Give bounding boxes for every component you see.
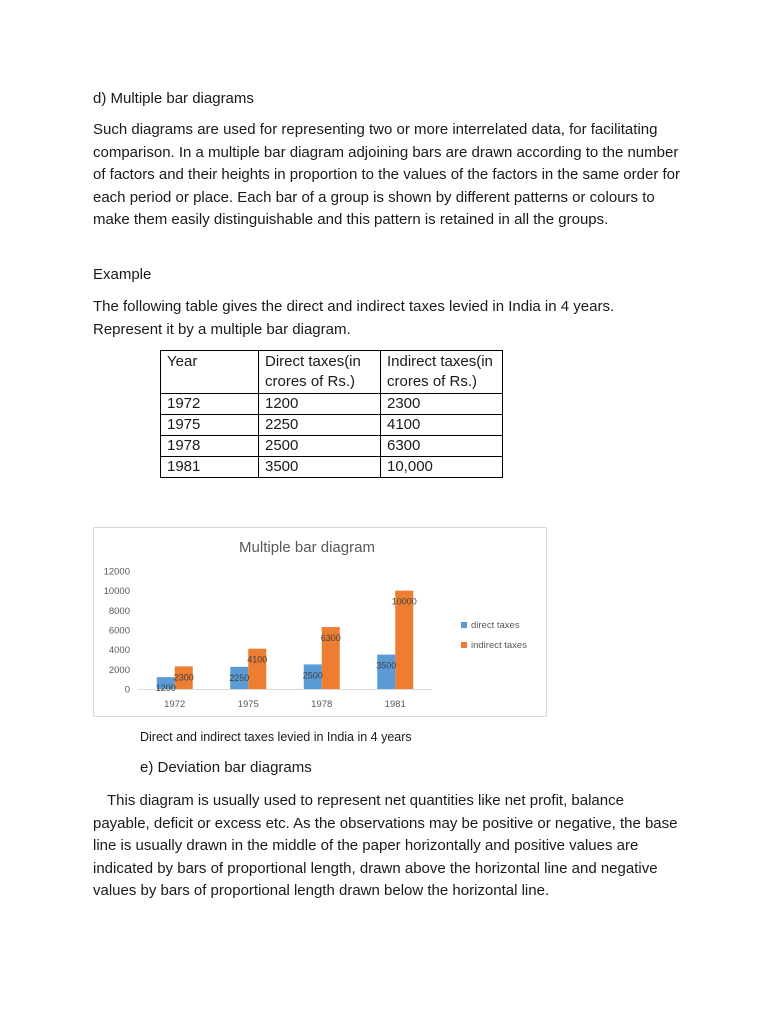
data-label: 2500 — [302, 670, 323, 681]
legend-label: indirect taxes — [471, 640, 527, 651]
table-header-row — [161, 351, 503, 394]
x-tick-label: 1972 — [164, 699, 186, 710]
bar-chart — [94, 528, 546, 716]
table-cell: 1978 — [161, 436, 259, 457]
y-tick-label: 10000 — [103, 586, 130, 598]
table-cell: 10,000 — [381, 457, 503, 478]
table-cell: 2300 — [381, 394, 503, 415]
tax-table — [160, 350, 503, 478]
section-heading-multiple-bar: d) Multiple bar diagrams — [93, 90, 254, 107]
table-header-year: Year — [161, 351, 259, 394]
table-row — [161, 415, 503, 436]
table-cell: 1200 — [259, 394, 381, 415]
data-label: 6300 — [320, 633, 341, 644]
paragraph-example-description: The following table gives the direct and indirect taxes levied in India in 4 years. Represent it by a multiple bar diagram. — [93, 298, 615, 338]
example-label: Example — [93, 266, 152, 283]
x-tick-label: 1975 — [237, 699, 259, 710]
table-header-direct: Direct taxes(in crores of Rs.) — [259, 351, 381, 394]
y-tick-label: 8000 — [108, 605, 130, 617]
table-cell: 1972 — [161, 394, 259, 415]
paragraph-multiple-bar-description: Such diagrams are used for representing two or more interrelated data, for facilitating comparison. In a multiple bar diagram adjoining bars are drawn according to the number of factors and their heights in proportion to the values of the factors in the same order for each period or place. Each bar of a group is shown by different patterns or colours to make them easily distinguishable and this pattern is retained in all the groups. — [93, 121, 680, 228]
table-cell: 2500 — [259, 436, 381, 457]
section-heading-deviation-bar: e) Deviation bar diagrams — [140, 759, 312, 776]
data-label: 2300 — [173, 672, 194, 683]
table-cell: 2250 — [259, 415, 381, 436]
table-cell: 1981 — [161, 457, 259, 478]
table-header-indirect: Indirect taxes(in crores of Rs.) — [381, 351, 503, 394]
y-tick-label: 0 — [124, 684, 130, 696]
y-tick-label: 12000 — [103, 566, 130, 578]
paragraph-deviation-description: This diagram is usually used to represent net quantities like net profit, balance payable, deficit or excess etc. As the observations may be positive or negative, the base line is usually drawn in the middle of the paper horizontally and positive values are indicated by bars of proportional length, drawn above the horizontal line and negative values by bars of proportional length drawn below the horizontal line. — [93, 792, 678, 899]
table-row — [161, 457, 503, 478]
data-label: 10000 — [391, 596, 417, 607]
x-tick-label: 1981 — [384, 699, 406, 710]
chart-container — [93, 527, 547, 717]
legend-swatch — [461, 642, 467, 648]
data-label: 4100 — [247, 654, 268, 665]
data-label: 1200 — [155, 683, 176, 694]
table-cell: 1975 — [161, 415, 259, 436]
table-row — [161, 436, 503, 457]
legend-label: direct taxes — [471, 620, 520, 631]
table-cell: 4100 — [381, 415, 503, 436]
x-tick-label: 1978 — [311, 699, 333, 710]
table-cell: 3500 — [259, 457, 381, 478]
y-tick-label: 4000 — [108, 645, 130, 657]
legend-swatch — [461, 622, 467, 628]
y-tick-label: 6000 — [108, 625, 130, 637]
table-cell: 6300 — [381, 436, 503, 457]
chart-caption: Direct and indirect taxes levied in India in 4 years — [140, 730, 412, 744]
data-label: 2250 — [229, 672, 250, 683]
chart-title: Multiple bar diagram — [239, 539, 375, 556]
table-row — [161, 394, 503, 415]
data-label: 3500 — [376, 660, 397, 671]
y-tick-label: 2000 — [108, 664, 130, 676]
